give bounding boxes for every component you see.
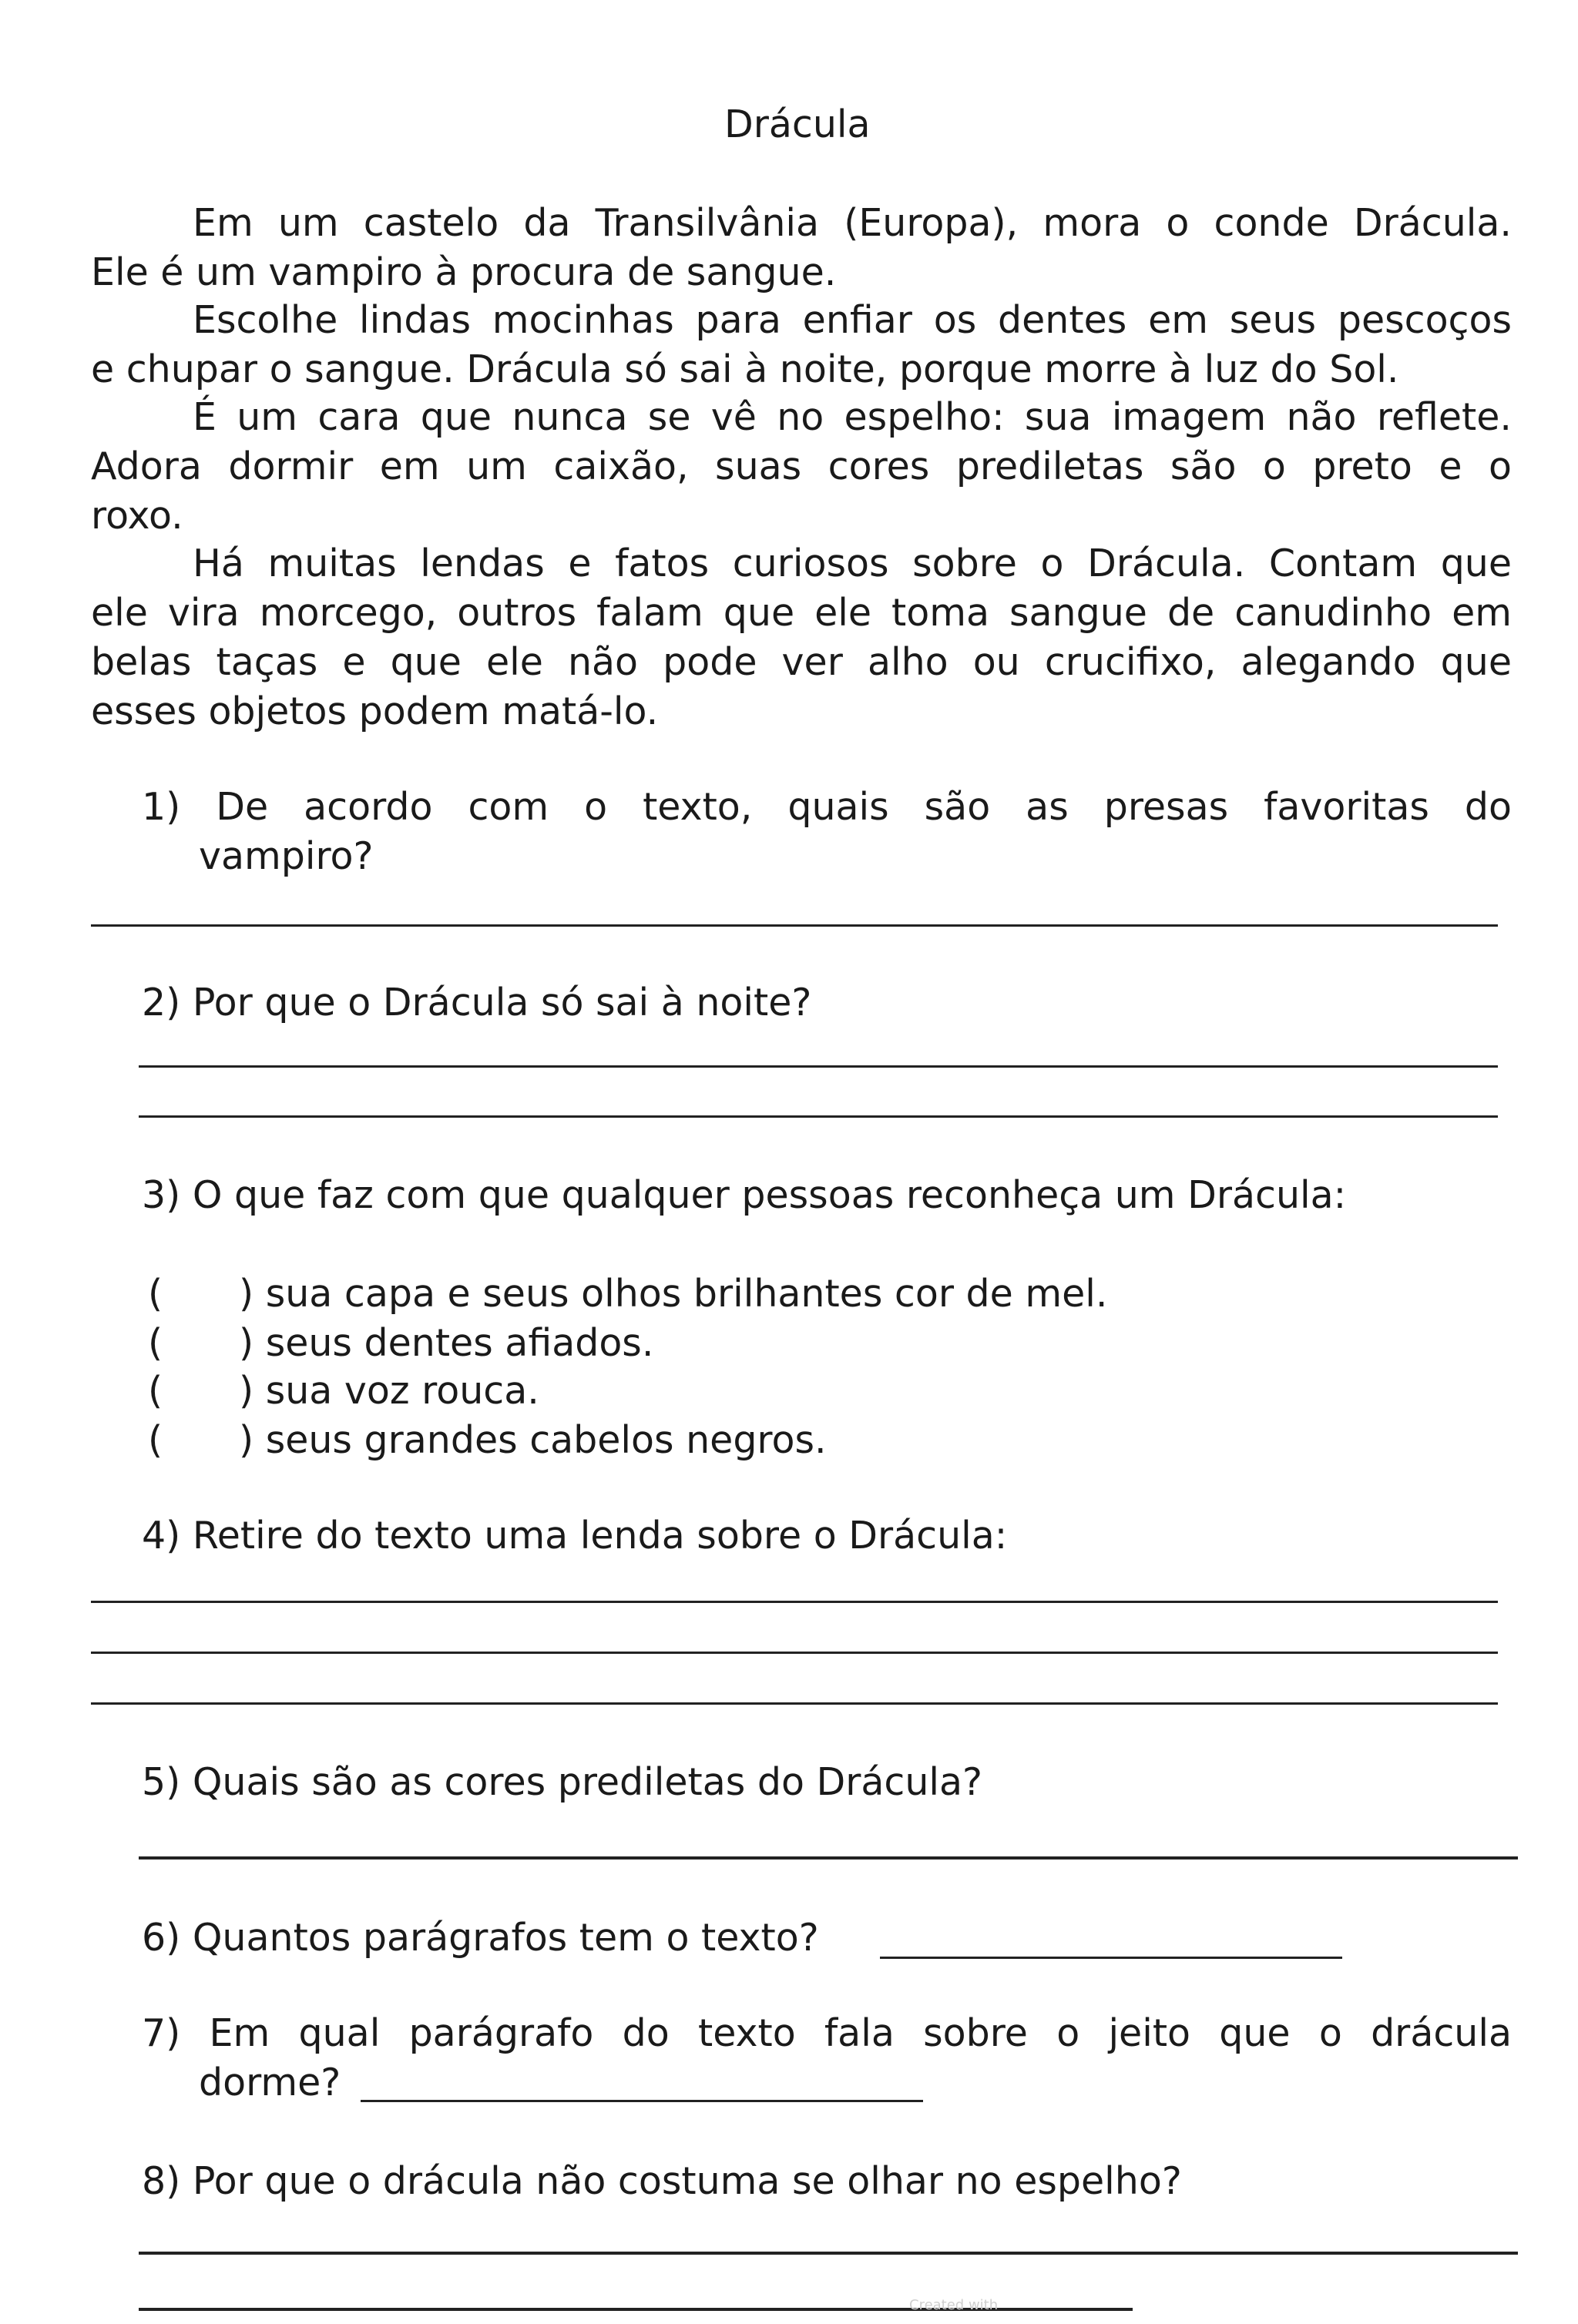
question-2: 2) Por que o Drácula só sai à noite? [142,981,812,1025]
story-p1-line1: Em um castelo da Transilvânia (Europa), mora o conde Drácula. [193,201,1512,245]
story-p3-line3: roxo. [91,494,183,538]
answer-line-q8-a[interactable] [139,2252,1518,2255]
answer-line-q4-a[interactable] [91,1601,1498,1603]
checkbox-open-paren-3[interactable]: ( [148,1369,163,1413]
story-p3-line1: É um cara que nunca se vê no espelho: sua imagem não reflete. [193,395,1512,439]
story-p2-line2: e chupar o sangue. Drácula só sai à noite, porque morre à luz do Sol. [91,347,1399,391]
question-1-line1: 1) De acordo com o texto, quais são as presas favoritas do [142,785,1512,829]
option-text-3: ) sua voz rouca. [239,1369,539,1413]
story-p3-line2: Adora dormir em um caixão, suas cores prediletas são o preto e o [91,444,1512,488]
story-p4-line1: Há muitas lendas e fatos curiosos sobre o Drácula. Contam que [193,542,1512,585]
question-7-line1: 7) Em qual parágrafo do texto fala sobre o jeito que o drácula [142,2011,1512,2055]
question-3: 3) O que faz com que qualquer pessoas reconheça um Drácula: [142,1173,1347,1217]
story-p2-line1: Escolhe lindas mocinhas para enfiar os dentes em seus pescoços [193,298,1512,342]
answer-line-q6[interactable] [880,1957,1342,1959]
answer-line-q5[interactable] [139,1856,1518,1860]
story-p4-line4: esses objetos podem matá-lo. [91,689,659,733]
page-title: Drácula [724,102,871,146]
answer-line-q1[interactable] [91,924,1498,927]
checkbox-open-paren-2[interactable]: ( [148,1321,163,1365]
answer-line-q2-b[interactable] [139,1115,1498,1118]
checkbox-open-paren-4[interactable]: ( [148,1418,163,1462]
question-1-line2: vampiro? [199,834,374,878]
question-7-line2: dorme? [199,2061,341,2104]
watermark-text: Created with [909,2297,999,2313]
question-4: 4) Retire do texto uma lenda sobre o Drácula: [142,1514,1008,1558]
option-text-4: ) seus grandes cabelos negros. [239,1418,827,1462]
story-p4-line2: ele vira morcego, outros falam que ele toma sangue de canudinho em [91,591,1512,635]
story-p4-line3: belas taças e que ele não pode ver alho ou crucifixo, alegando que [91,640,1512,684]
story-p1-line2: Ele é um vampiro à procura de sangue. [91,250,837,294]
question-5: 5) Quais são as cores prediletas do Drácula? [142,1760,983,1804]
answer-line-q4-c[interactable] [91,1702,1498,1705]
question-8: 8) Por que o drácula não costuma se olhar no espelho? [142,2159,1182,2203]
checkbox-open-paren-1[interactable]: ( [148,1272,163,1316]
question-6: 6) Quantos parágrafos tem o texto? [142,1916,819,1960]
option-text-2: ) seus dentes afiados. [239,1321,654,1365]
answer-line-q7[interactable] [361,2100,923,2102]
option-text-1: ) sua capa e seus olhos brilhantes cor de mel. [239,1272,1108,1316]
answer-line-q4-b[interactable] [91,1652,1498,1654]
answer-line-q2-a[interactable] [139,1065,1498,1068]
